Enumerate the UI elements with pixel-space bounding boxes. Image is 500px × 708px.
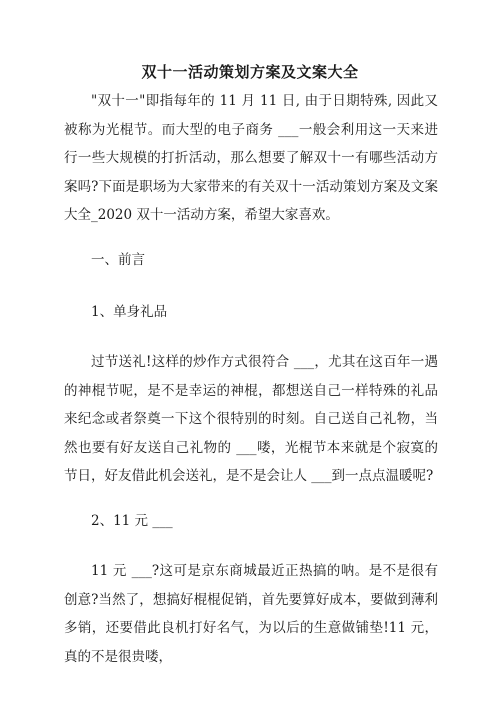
section-heading-preface: 一、前言 [91, 252, 145, 268]
body-paragraph-11-yuan: 11 元 ___?这可是京东商城最近正热搞的呐。是不是很有创意?当然了，想搞好棍棍促销，首先要算好成本，要做到薄利多销，还要借此良机打好名气，为以后的生意做铺垫!11 元，真的不是很贵喽， [64, 563, 438, 665]
body-paragraph-gift: 过节送礼!这样的炒作方式很符合 ___，尤其在这百年一遇的神棍节呢，是不是幸运的神棍，都想送自己一样特殊的礼品来纪念或者祭奠一下这个很特别的时刻。自己送自己礼物，当然也要有好友送自己礼物的 ___喽，光棍节本来就是个寂寞的节日，好友借此机会送礼，是不是会让人 ___到一点点温暖呢? [64, 354, 438, 484]
subsection-heading-11-yuan: 2、11 元 ___ [91, 513, 173, 529]
subsection-heading-single-gift: 1、单身礼品 [91, 304, 168, 320]
document-title: 双十一活动策划方案及文案大全 [141, 63, 359, 81]
intro-paragraph: "双十一"即指每年的 11 月 11 日, 由于日期特殊, 因此又被称为光棍节。而大型的电子商务 ___一般会利用这一天来进行一些大规模的打折活动，那么想要了解双十一有哪些活动方案吗?下面是职场为大家带来的有关双十一活动策划方案及文案大全_2020 双十一活动方案，希望大家喜欢。 [64, 93, 438, 223]
